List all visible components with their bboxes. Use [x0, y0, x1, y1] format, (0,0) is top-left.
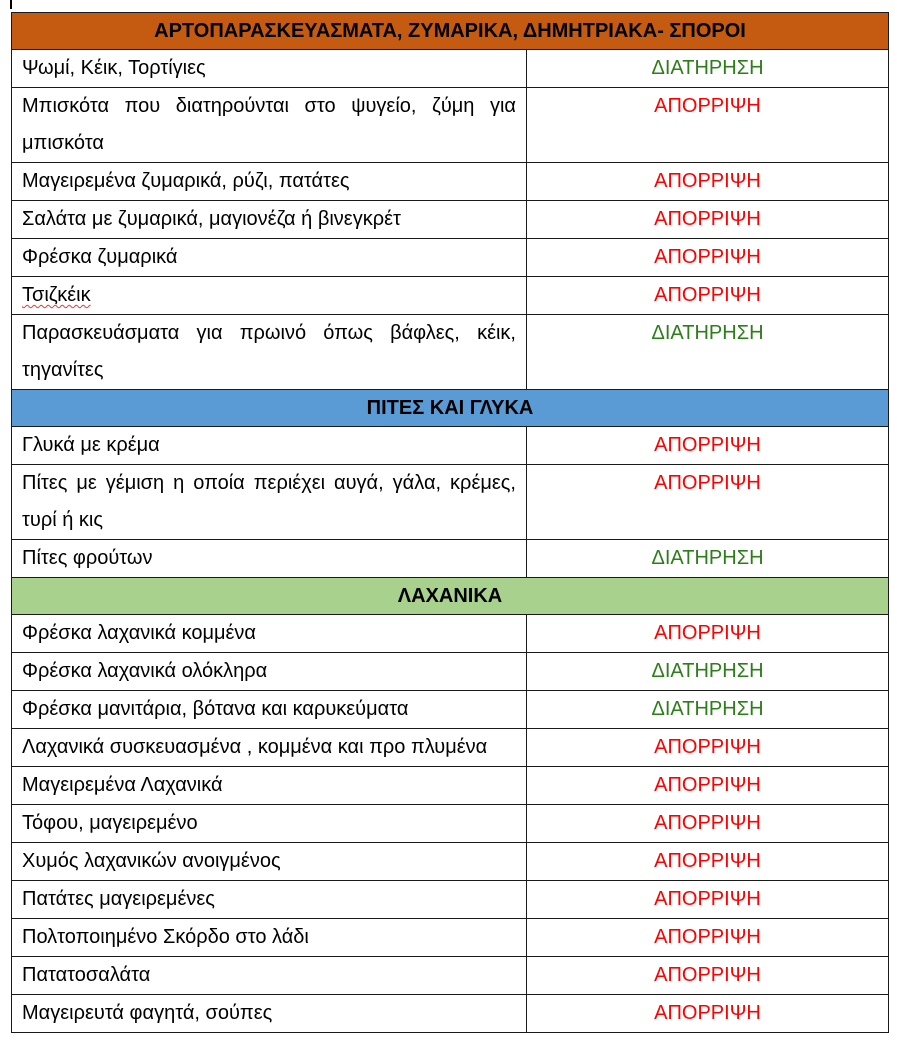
- food-item-cell: [12, 767, 527, 805]
- discard-status: ΑΠΟΡΡΙΨΗ: [527, 995, 889, 1033]
- food-item-label: Πατατοσαλάτα: [22, 964, 151, 986]
- discard-status: ΑΠΟΡΡΙΨΗ: [527, 805, 889, 843]
- text-cursor: [10, 0, 12, 9]
- section-title: ΑΡΤΟΠΑΡΑΣΚΕΥΑΣΜΑΤΑ, ΖΥΜΑΡΙΚΑ, ΔΗΜΗΤΡΙΑΚΑ- ΣΠΟΡΟΙ: [12, 13, 889, 50]
- table-row: [12, 540, 889, 578]
- discard-status: ΑΠΟΡΡΙΨΗ: [527, 201, 889, 239]
- table-row: [12, 427, 889, 465]
- food-item-label: Τσιζκέικ: [22, 284, 91, 306]
- table-row: [12, 881, 889, 919]
- food-item-label: Παρασκευάσματα για πρωινό όπως βάφλες, κέικ, τηγανίτες: [22, 322, 516, 381]
- food-item-cell: [12, 540, 527, 578]
- food-item-cell: [12, 465, 527, 540]
- discard-status: ΑΠΟΡΡΙΨΗ: [527, 239, 889, 277]
- discard-status: ΑΠΟΡΡΙΨΗ: [527, 277, 889, 315]
- food-item-cell: [12, 615, 527, 653]
- discard-status: ΑΠΟΡΡΙΨΗ: [527, 163, 889, 201]
- food-item-label: Σαλάτα με ζυμαρικά, μαγιονέζα ή βινεγκρέτ: [22, 208, 401, 230]
- food-item-label: Ψωμί, Κέικ, Τορτίγιες: [22, 57, 206, 79]
- food-item-label: Πολτοποιημένο Σκόρδο στο λάδι: [22, 926, 309, 948]
- discard-status: ΑΠΟΡΡΙΨΗ: [527, 843, 889, 881]
- discard-status: ΑΠΟΡΡΙΨΗ: [527, 881, 889, 919]
- food-item-cell: [12, 843, 527, 881]
- food-item-cell: [12, 277, 527, 315]
- food-item-label: Φρέσκα μανιτάρια, βότανα και καρυκεύματα: [22, 698, 409, 720]
- discard-status: ΑΠΟΡΡΙΨΗ: [527, 919, 889, 957]
- food-item-label: Γλυκά με κρέμα: [22, 434, 160, 456]
- discard-status: ΑΠΟΡΡΙΨΗ: [527, 615, 889, 653]
- section-header-row: [12, 13, 889, 50]
- discard-status: ΑΠΟΡΡΙΨΗ: [527, 767, 889, 805]
- keep-status: ΔΙΑΤΗΡΗΣΗ: [527, 50, 889, 88]
- food-item-label: Μαγειρεμένα ζυμαρικά, ρύζι, πατάτες: [22, 170, 350, 192]
- food-item-label: Μαγειρευτά φαγητά, σούπες: [22, 1002, 273, 1024]
- discard-status: ΑΠΟΡΡΙΨΗ: [527, 465, 889, 540]
- food-item-cell: [12, 919, 527, 957]
- food-item-label: Φρέσκα λαχανικά κομμένα: [22, 622, 256, 644]
- food-item-cell: [12, 163, 527, 201]
- food-item-label: Μαγειρεμένα Λαχανικά: [22, 774, 223, 796]
- discard-status: ΑΠΟΡΡΙΨΗ: [527, 88, 889, 163]
- table-row: [12, 729, 889, 767]
- table-row: [12, 843, 889, 881]
- food-item-cell: [12, 88, 527, 163]
- table-row: [12, 615, 889, 653]
- discard-status: ΑΠΟΡΡΙΨΗ: [527, 729, 889, 767]
- food-item-cell: [12, 995, 527, 1033]
- food-item-cell: [12, 201, 527, 239]
- table-row: [12, 691, 889, 729]
- table-body: [12, 13, 889, 1033]
- table-row: [12, 239, 889, 277]
- food-item-label: Φρέσκα λαχανικά ολόκληρα: [22, 660, 268, 682]
- table-row: [12, 201, 889, 239]
- food-item-cell: [12, 691, 527, 729]
- food-storage-table: [11, 12, 889, 1033]
- discard-status: ΑΠΟΡΡΙΨΗ: [527, 427, 889, 465]
- food-item-cell: [12, 729, 527, 767]
- table-row: [12, 919, 889, 957]
- food-item-cell: [12, 315, 527, 390]
- section-header-row: [12, 390, 889, 427]
- food-item-cell: [12, 881, 527, 919]
- table-row: [12, 277, 889, 315]
- section-header-row: [12, 578, 889, 615]
- keep-status: ΔΙΑΤΗΡΗΣΗ: [527, 691, 889, 729]
- section-title: ΛΑΧΑΝΙΚΑ: [12, 578, 889, 615]
- table-row: [12, 653, 889, 691]
- table-row: [12, 767, 889, 805]
- section-title: ΠΙΤΕΣ ΚΑΙ ΓΛΥΚΑ: [12, 390, 889, 427]
- food-item-label: Χυμός λαχανικών ανοιγμένος: [22, 850, 281, 872]
- table-row: [12, 805, 889, 843]
- keep-status: ΔΙΑΤΗΡΗΣΗ: [527, 315, 889, 390]
- keep-status: ΔΙΑΤΗΡΗΣΗ: [527, 653, 889, 691]
- table-row: [12, 163, 889, 201]
- food-item-cell: [12, 50, 527, 88]
- food-item-label: Πατάτες μαγειρεμένες: [22, 888, 215, 910]
- table-row: [12, 88, 889, 163]
- food-item-cell: [12, 239, 527, 277]
- food-item-label: Λαχανικά συσκευασμένα , κομμένα και προ πλυμένα: [22, 736, 488, 758]
- table-row: [12, 465, 889, 540]
- food-item-label: Τόφου, μαγειρεμένο: [22, 812, 198, 834]
- food-item-label: Πίτες φρούτων: [22, 547, 153, 569]
- discard-status: ΑΠΟΡΡΙΨΗ: [527, 957, 889, 995]
- food-item-label: Φρέσκα ζυμαρικά: [22, 246, 178, 268]
- keep-status: ΔΙΑΤΗΡΗΣΗ: [527, 540, 889, 578]
- table-row: [12, 995, 889, 1033]
- table-row: [12, 315, 889, 390]
- food-item-cell: [12, 653, 527, 691]
- food-item-label: Πίτες με γέμιση η οποία περιέχει αυγά, γάλα, κρέμες, τυρί ή κις: [22, 472, 516, 531]
- food-item-cell: [12, 427, 527, 465]
- table-row: [12, 957, 889, 995]
- food-item-cell: [12, 957, 527, 995]
- food-item-label: Μπισκότα που διατηρούνται στο ψυγείο, ζύμη για μπισκότα: [22, 95, 516, 154]
- food-item-cell: [12, 805, 527, 843]
- table-row: [12, 50, 889, 88]
